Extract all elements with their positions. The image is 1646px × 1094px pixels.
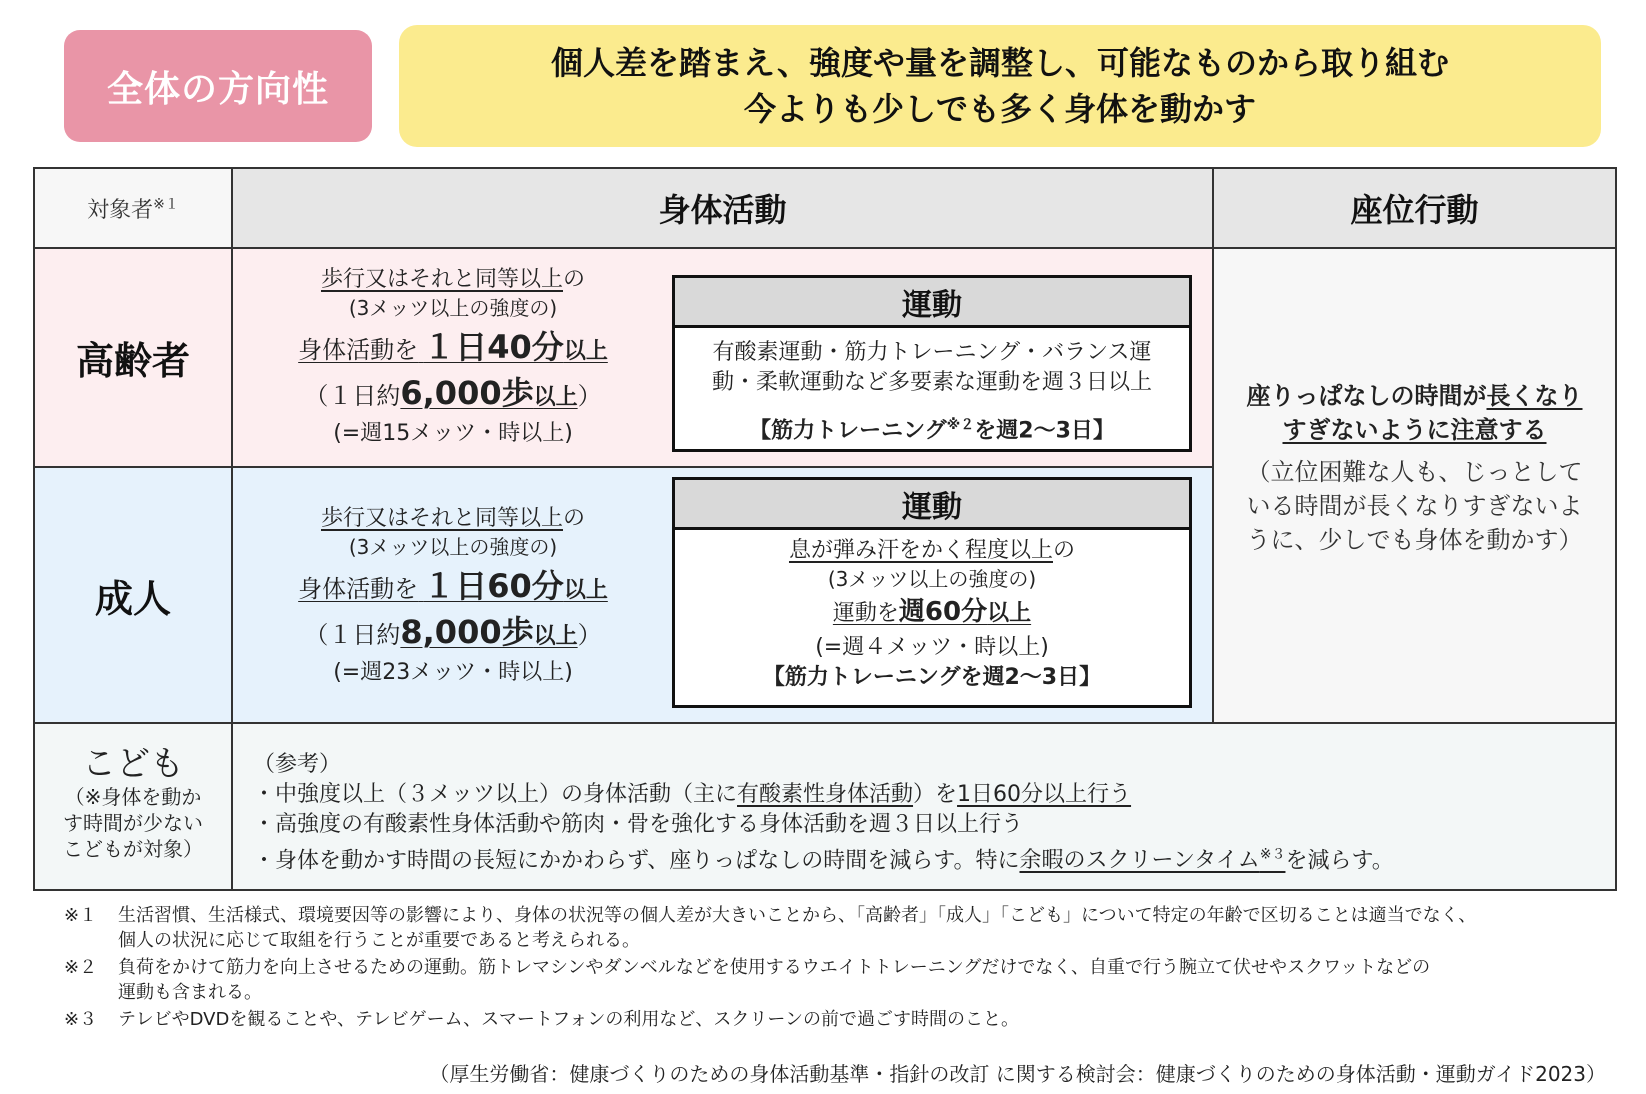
elderly-walk-suffix: の	[563, 267, 586, 292]
elderly-mets: (=週15メッツ・時以上)	[333, 421, 573, 446]
kids-bullet-2: ・高強度の有酸素性身体活動や筋肉・骨を強化する身体活動を週３日以上行う	[253, 812, 1024, 837]
elderly-label-cell	[33, 247, 233, 468]
elderly-pa-line	[298, 327, 608, 373]
direction-banner	[399, 25, 1601, 147]
footnote-2: ※２ 負荷をかけて筋力を向上させるための運動。筋トレマシンやダンベルなどを使用するウエイトトレーニングだけでなく、自重で行う腕立て伏せやスクワットなどの 運動も含まれる。	[64, 957, 1431, 1003]
adult-exercise-mets: (=週４メッツ・時以上)	[815, 635, 1049, 660]
adult-exercise-value: 週60分	[898, 597, 988, 627]
adult-steps-suffix: 以上	[533, 624, 578, 649]
source-citation: （厚生労働省：健康づくりのための身体活動基準・指針の改訂 に関する検討会：健康づくりのための身体活動・運動ガイド2023）	[429, 1062, 1606, 1086]
kids-note-1: （※身体を動か	[64, 785, 202, 809]
adult-intensity: (3メッツ以上の強度の)	[348, 535, 558, 559]
kids-note-2: す時間が少ない	[63, 811, 203, 835]
footnote-3: ※３ テレビやDVDを観ることや、テレビゲーム、スマートフォンの利用など、スクリーンの前で過ごす時間のこと。	[64, 1009, 1020, 1030]
sedentary-cell	[1212, 247, 1617, 724]
adult-exercise-line-1: 息が弾み汗をかく程度以上	[788, 538, 1053, 563]
elderly-steps-close: ）	[577, 382, 602, 410]
adult-exercise-amount	[833, 594, 1031, 633]
adult-pa-prefix: 身体活動を	[298, 575, 419, 603]
sedentary-note-2: いる時間が長くなりすぎないよ	[1246, 492, 1583, 520]
adult-label: 成人	[94, 576, 171, 621]
kids-label: こども	[82, 744, 184, 784]
elderly-strength-training: 【筋力トレーニング$^{※2}$を週2～3日】	[749, 417, 1115, 444]
kids-content-cell	[231, 722, 1617, 891]
kids-bullet-3: ・身体を動かす時間の長短にかかわらず、座りっぱなしの時間を減らす。特に余暇のスクリーンタイム$^{※3}$を減らす。	[253, 847, 1394, 874]
adult-steps-close: ）	[577, 621, 602, 649]
adult-walk: 歩行又はそれと同等以上	[320, 506, 563, 531]
footnote-1: ※１ 生活習慣、生活様式、環境要因等の影響により、身体の状況等の個人差が大きいことから、「高齢者」「成人」「こども」について特定の年齢で区切ることは適当でなく、 個人の状況に応じて取組を行うことが重要であると考えられる。	[64, 905, 1477, 951]
footnotes	[64, 903, 1624, 1032]
adult-pa-line	[298, 566, 608, 612]
adult-walk-suffix: の	[563, 506, 586, 531]
adult-exercise-suffix: 以上	[987, 601, 1032, 626]
header-sedentary-cell	[1212, 167, 1617, 249]
elderly-pa-value: １日40分	[423, 328, 564, 366]
elderly-steps-value: 6,000歩	[400, 374, 534, 412]
adult-exercise-intensity: (3メッツ以上の強度の)	[827, 567, 1037, 591]
elderly-activity-text	[253, 265, 653, 449]
adult-steps-value: 8,000歩	[400, 613, 534, 651]
elderly-walk: 歩行又はそれと同等以上	[320, 267, 563, 292]
adult-activity-text	[253, 504, 653, 688]
sedentary-line-1: 座りっぱなしの時間が長くなり	[1246, 382, 1583, 410]
header-sedentary-label: 座位行動	[1350, 191, 1479, 229]
sedentary-line-2: すぎないように注意する	[1282, 416, 1547, 444]
adult-exercise-box	[672, 477, 1192, 708]
banner-line-1: 個人差を踏まえ、強度や量を調整し、可能なものから取り組む	[551, 44, 1449, 82]
sedentary-text	[1214, 379, 1615, 557]
adult-steps-line	[304, 612, 601, 658]
kids-content	[253, 750, 1394, 876]
overall-direction-badge	[64, 30, 372, 142]
elderly-pa-suffix: 以上	[563, 339, 608, 364]
elderly-exercise-box	[672, 275, 1192, 452]
kids-bullet-1: ・中強度以上（３メッツ以上）の身体活動（主に有酸素性身体活動）を1日60分以上行う	[253, 782, 1132, 807]
adult-exercise-title: 運動	[675, 480, 1189, 530]
adult-strength-training: 【筋力トレーニングを週2～3日】	[762, 665, 1102, 690]
adult-exercise-line-1-suffix: の	[1053, 538, 1076, 563]
elderly-exercise-line-1: 有酸素運動・筋力トレーニング・バランス運	[712, 340, 1152, 365]
kids-ref: （参考）	[253, 752, 342, 777]
elderly-pa-prefix: 身体活動を	[298, 336, 419, 364]
adult-exercise-pre: 運動を	[832, 601, 899, 626]
elderly-intensity: (3メッツ以上の強度の)	[348, 296, 558, 320]
adult-label-cell	[33, 466, 233, 724]
elderly-label: 高齢者	[75, 339, 190, 383]
elderly-steps-line	[304, 373, 601, 419]
header-activity-cell	[231, 167, 1214, 249]
header-target-cell	[33, 167, 233, 249]
banner-line-2: 今よりも少しでも多く身体を動かす	[743, 90, 1256, 128]
header-target-label: 対象者$^{※1}$	[87, 196, 179, 223]
sedentary-note-3: うに、少しでも身体を動かす）	[1246, 526, 1583, 554]
header-activity-label: 身体活動	[658, 191, 787, 229]
badge-label: 全体の方向性	[106, 68, 329, 110]
elderly-steps-suffix: 以上	[533, 385, 578, 410]
adult-mets: (=週23メッツ・時以上)	[333, 660, 573, 685]
kids-label-cell	[33, 722, 233, 891]
elderly-exercise-title: 運動	[675, 278, 1189, 328]
elderly-steps-open: （１日約	[304, 382, 401, 410]
elderly-exercise-line-2: 動・柔軟運動など多要素な運動を週３日以上	[711, 370, 1152, 395]
adult-steps-open: （１日約	[304, 621, 401, 649]
adult-pa-suffix: 以上	[563, 578, 608, 603]
sedentary-note-1: （立位困難な人も、じっとして	[1246, 458, 1583, 486]
adult-pa-value: １日60分	[423, 567, 564, 605]
kids-note-3: こどもが対象）	[63, 837, 203, 861]
